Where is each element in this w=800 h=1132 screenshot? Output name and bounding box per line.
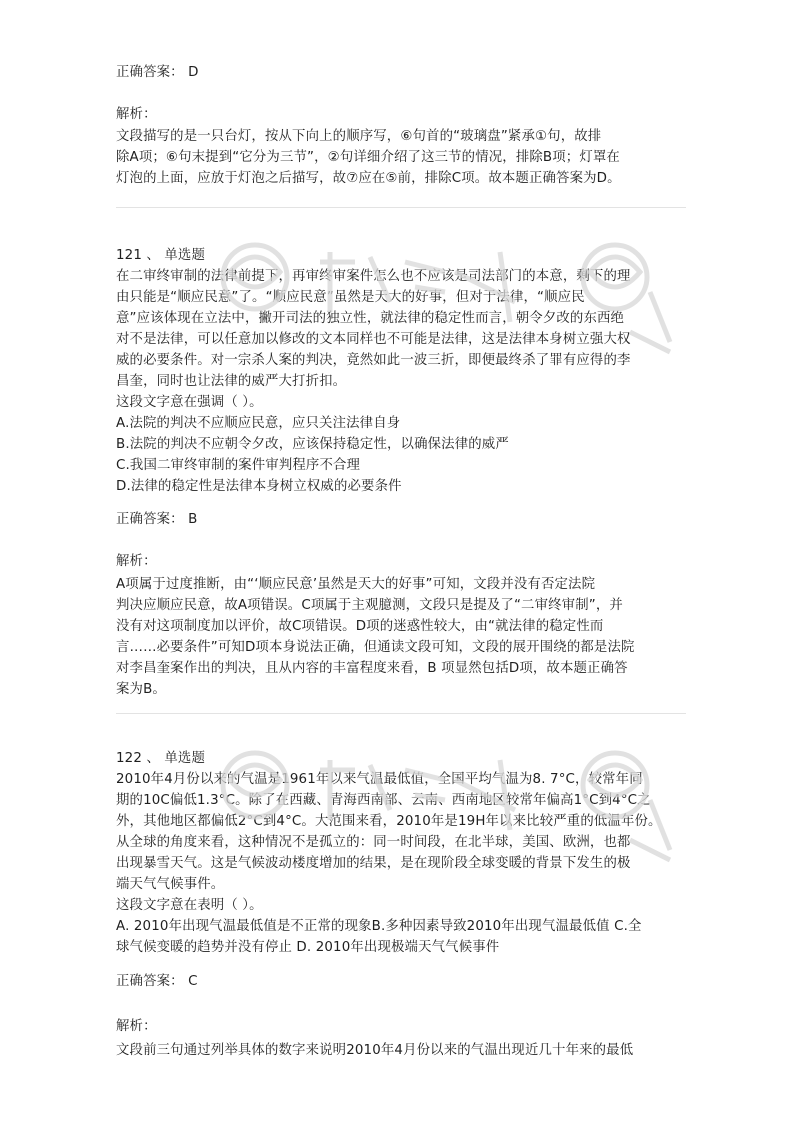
stem-line: 期的10C偏低1.3°C。除了在西藏、青海西南部、云南、西南地区较常年偏高1°C到4°C之	[116, 793, 651, 808]
analysis-label: 解析：	[116, 554, 157, 569]
section-divider	[116, 713, 686, 714]
analysis-122	[116, 1016, 686, 1037]
analysis-label: 解析：	[116, 1019, 157, 1034]
question-121	[116, 245, 686, 497]
analysis-line: 灯泡的上面，应放于灯泡之后描写，故⑦应在⑤前，排除C项。故本题正确答案为D。	[116, 171, 621, 186]
analysis-line: 言……必要条件”可知D项本身说法正确，但通读文段可知，文段的展开围绕的都是法院	[116, 640, 635, 655]
analysis-line: 案为B。	[116, 682, 166, 697]
analysis-121	[116, 551, 686, 572]
stem-line: 出现暴雪天气。这是气候波动楼度增加的结果，是在现阶段全球变暖的背景下发生的极	[116, 856, 631, 871]
analysis-line: 文段描写的是一只台灯，按从下向上的顺序写，⑥句首的“玻璃盘”紧承①句，故排	[116, 129, 602, 144]
analysis-label: 解析：	[116, 107, 157, 122]
option-d: D.法律的稳定性是法律本身树立权威的必要条件	[116, 479, 402, 494]
stem-line: 由只能是“顺应民意”了。“顺应民意”虽然是天大的好事，但对于法律，“顺应民	[116, 290, 585, 305]
option-b: B.法院的判决不应朝令夕改，应该保持稳定性，以确保法律的威严	[116, 437, 509, 452]
analysis-prev	[116, 104, 686, 125]
stem-line: 从全球的角度来看，这种情况不是孤立的：同一时间段，在北半球，美国、欧洲，也都	[116, 835, 631, 850]
option-a: A.法院的判决不应顺应民意，应只关注法律自身	[116, 416, 401, 431]
correct-answer: 正确答案： C	[116, 974, 198, 989]
stem-line: 端天气气候事件。	[116, 877, 225, 892]
stem-line: 外，其他地区都偏低2°C到4°C。大范围来看，2010年是19H年以来比较严重的低温年份。	[116, 814, 662, 829]
correct-answer: 正确答案： B	[116, 512, 198, 527]
analysis-line: 对李昌奎案作出的判决，且从内容的丰富程度来看，B 项显然包括D项，故本题正确答	[116, 661, 628, 676]
question-header: 121 、 单选题	[116, 248, 205, 263]
options-line: 球气候变暖的趋势并没有停止 D. 2010年出现极端天气气候事件	[116, 940, 500, 955]
stem-line: 昌奎，同时也让法律的威严大打折扣。	[116, 374, 347, 389]
section-divider	[116, 207, 686, 208]
analysis-text-prev	[116, 126, 686, 189]
analysis-text-122	[116, 1040, 686, 1061]
answer-line-prev	[116, 62, 686, 83]
options-line: A. 2010年出现气温最低值是不正常的现象B.多种因素导致2010年出现气温最低值 C.全	[116, 919, 642, 934]
question-header: 122 、 单选题	[116, 751, 205, 766]
stem-line: 2010年4月份以来的气温是1961年以来气温最低值，全国平均气温为8. 7°C，较常年同	[116, 772, 643, 787]
analysis-text-121	[116, 574, 686, 700]
analysis-line: A项属于过度推断，由“‘顺应民意’虽然是天大的好事”可知，文段并没有否定法院	[116, 577, 596, 592]
analysis-line: 判决应顺应民意，故A项错误。C项属于主观臆测，文段只是提及了“二审终审制”，并	[116, 598, 623, 613]
question-prompt: 这段文字意在表明（ ）。	[116, 898, 263, 913]
analysis-line: 文段前三句通过列举具体的数字来说明2010年4月份以来的气温出现近几十年来的最低	[116, 1043, 634, 1058]
stem-line: 对不是法律，可以任意加以修改的文本同样也不可能是法律，这是法律本身树立强大权	[116, 332, 631, 347]
question-prompt: 这段文字意在强调（ ）。	[116, 395, 263, 410]
correct-answer: 正确答案： D	[116, 65, 199, 80]
analysis-line: 除A项；⑥句末提到“它分为三节”，②句详细介绍了这三节的情况，排除B项；灯罩在	[116, 150, 620, 165]
answer-line-122	[116, 971, 686, 992]
answer-line-121	[116, 509, 686, 530]
option-c: C.我国二审终审制的案件审判程序不合理	[116, 458, 361, 473]
stem-line: 威的必要条件。对一宗杀人案的判决，竟然如此一波三折，即便最终杀了罪有应得的李	[116, 353, 631, 368]
question-122	[116, 748, 686, 958]
stem-line: 在二审终审制的法律前提下，再审终审案件怎么也不应该是司法部门的本意，剩下的理	[116, 269, 631, 284]
stem-line: 意”应该体现在立法中，撇开司法的独立性，就法律的稳定性而言，朝令夕改的东西绝	[116, 311, 625, 326]
analysis-line: 没有对这项制度加以评价，故C项错误。D项的迷惑性较大，由“就法律的稳定性而	[116, 619, 604, 634]
